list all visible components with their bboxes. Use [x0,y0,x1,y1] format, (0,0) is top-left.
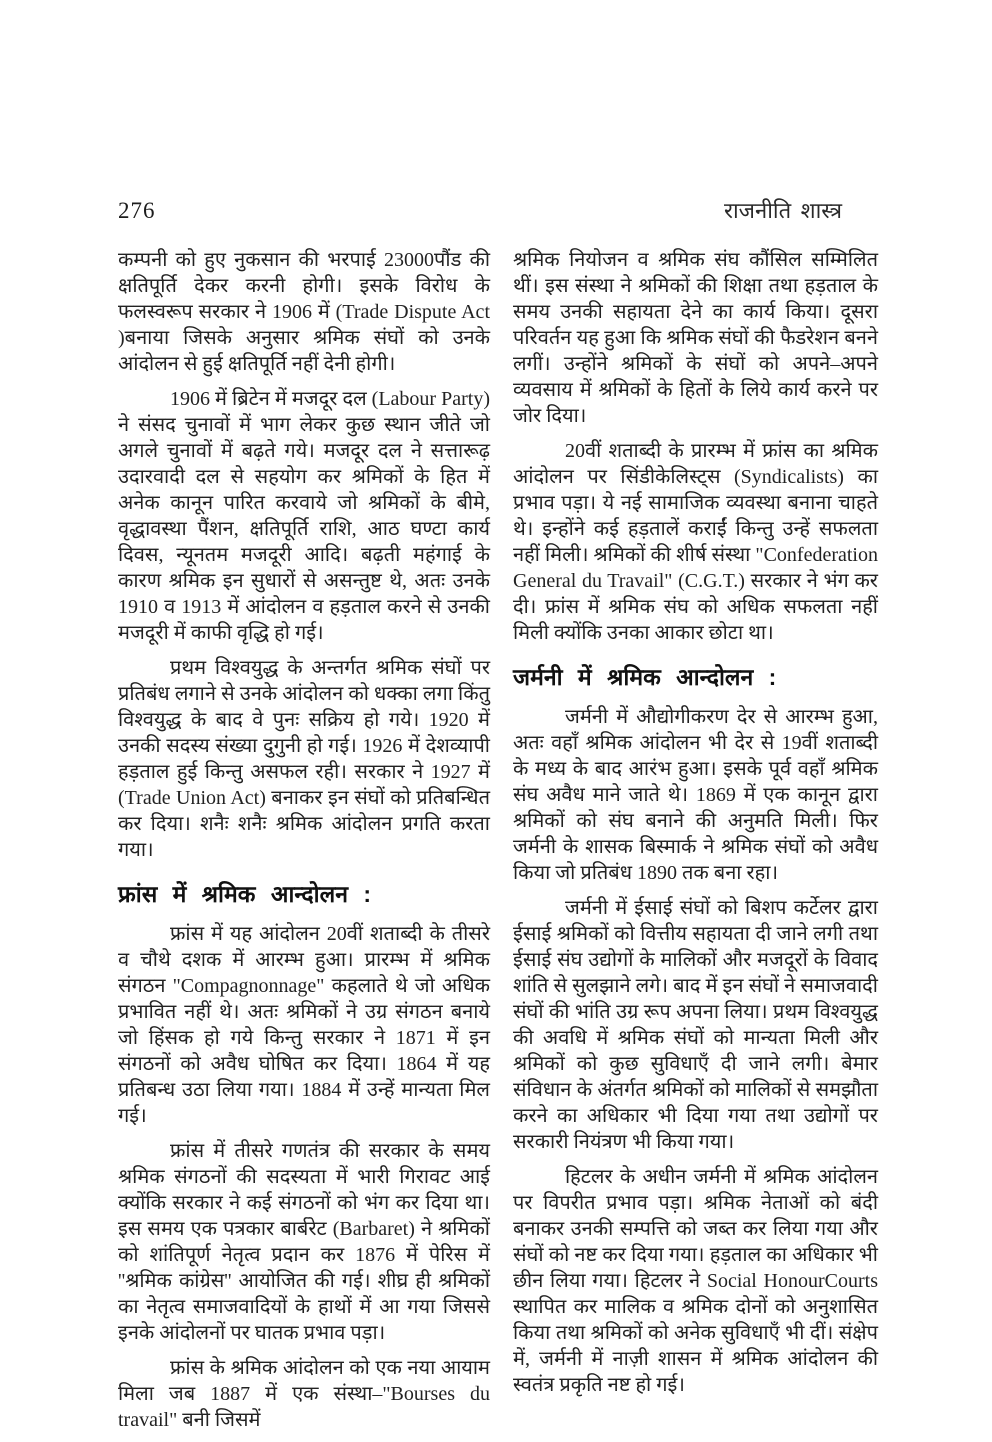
chapter-title: राजनीति शास्त्र [723,198,842,223]
paragraph-uk-trade-dispute-act: कम्पनी को हुए नुकसान की भरपाई 23000पौंड की क्षतिपूर्ति देकर करनी होगी। इसके विरोध के फलस्वरूप सरकार ने 1906 में (Trade Dispute Act )बनाया जिसके अनुसार श्रमिक संघों को उनके आंदोलन से हुई क्षतिपूर्ति नहीं देनी होगी। [118,249,490,375]
section-heading-germany: जर्मनी में श्रमिक आन्दोलन : [513,664,777,690]
paragraph-uk-wwi-trade-union-act: प्रथम विश्वयुद्ध के अन्तर्गत श्रमिक संघों पर प्रतिबंध लगाने से उनके आंदोलन को धक्का लगा किंतु विश्वयुद्ध के बाद वे पुनः सक्रिय हो गये। 1920 में उनकी सदस्य संख्या दुगुनी हो गई। 1926 में देशव्यापी हड़ताल हुई किन्तु असफल रही। सरकार ने 1927 में (Trade Union Act) बनाकर इन संघों को प्रतिबन्धित कर दिया। शनैः शनैः श्रमिक आंदोलन प्रगति करता गया। [118,657,490,861]
paragraph-germany-industrialisation: जर्मनी में औद्योगीकरण देर से आरम्भ हुआ, अतः वहाँ श्रमिक आंदोलन भी देर से 19वीं शताब्दी के मध्य के बाद आरंभ हुआ। इसके पूर्व वहाँ श्रमिक संघ अवैध माने जाते थे। 1869 में एक कानून द्वारा श्रमिकों को संघ बनाने की अनुमति मिली। फिर जर्मनी के शासक बिस्मार्क ने श्रमिक संघों को अवैध किया जो प्रतिबंध 1890 तक बना रहा। [513,706,878,884]
right-column [513,247,878,1442]
page-header [118,195,878,225]
two-column-text [118,247,878,1442]
paragraph-france-third-republic: फ्रांस में तीसरे गणतंत्र की सरकार के समय श्रमिक संगठनों की सदस्यता में भारी गिरावट आई क्योंकि सरकार ने कई संगठनों को भंग कर दिया था। इस समय एक पत्रकार बार्बरेट (Barbaret) ने श्रमिकों को शांतिपूर्ण नेतृत्व प्रदान कर 1876 में पेरिस में ''श्रमिक कांग्रेस'' आयोजित की गई। शीघ्र ही श्रमिकों का नेतृत्व समाजवादियों के हाथों में आ गया जिससे इनके आंदोलनों पर घातक प्रभाव पड़ा। [118,1140,490,1344]
section-heading-france: फ्रांस में श्रमिक आन्दोलन : [118,881,372,907]
paragraph-france-compagnonnage: फ्रांस में यह आंदोलन 20वीं शताब्दी के तीसरे व चौथे दशक में आरम्भ हुआ। प्रारम्भ में श्रमिक संगठन "Compagnonnage" कहलाते थे जो अधिक प्रभावित नहीं थे। अतः श्रमिकों ने उग्र संगठन बनाये जो हिंसक हो गये किन्तु सरकार ने 1871 में इन संगठनों को अवैध घोषित कर दिया। 1864 में यह प्रतिबन्ध उठा लिया गया। 1884 में उन्हें मान्यता मिल गई। [118,923,490,1127]
page-number: 276 [118,198,156,223]
paragraph-france-syndicalists: 20वीं शताब्दी के प्रारम्भ में फ्रांस का श्रमिक आंदोलन पर सिंडीकेलिस्ट्स (Syndicalists) का प्रभाव पड़ा। ये नई सामाजिक व्यवस्था बनाना चाहते थे। इन्होंने कई हड़तालें कराईं किन्तु उन्हें सफलता नहीं मिली। श्रमिकों की शीर्ष संस्था "Confederation General du Travail" (C.G.T.) सरकार ने भंग कर दी। फ्रांस में श्रमिक संघ को अधिक सफलता नहीं मिली क्योंकि उनका आकार छोटा था। [513,440,878,644]
paragraph-france-bourses-du-travail: फ्रांस के श्रमिक आंदोलन को एक नया आयाम मिला जब 1887 में एक संस्था–"Bourses du travail" बनी जिसमें [118,1357,490,1431]
left-column [118,247,490,1442]
paragraph-france-continuation: श्रमिक नियोजन व श्रमिक संघ कौंसिल सम्मिलित थीं। इस संस्था ने श्रमिकों की शिक्षा तथा हड़ताल के समय उनकी सहायता देने का कार्य किया। दूसरा परिवर्तन यह हुआ कि श्रमिक संघों की फैडरेशन बनने लगीं। उन्होंने श्रमिकों के संघों को अपने–अपने व्यवसाय में श्रमिकों के हितों के लिये कार्य करने पर जोर दिया। [513,249,878,427]
paragraph-germany-christian-unions: जर्मनी में ईसाई संघों को बिशप कर्टेलर द्वारा ईसाई श्रमिकों को वित्तीय सहायता दी जाने लगी तथा ईसाई संघ उद्योगों के मालिकों और मजदूरों के विवाद शांति से सुलझाने लगे। बाद में इन संघों ने समाजवादी संघों की भांति उग्र रूप अपना लिया। प्रथम विश्वयुद्ध की अवधि में श्रमिक संघों को मान्यता मिली और श्रमिकों को कुछ सुविधाएँ दी जाने लगी। बेमार संविधान के अंतर्गत श्रमिकों को मालिकों से समझौता करने का अधिकार भी दिया गया तथा उद्योगों पर सरकारी नियंत्रण भी किया गया। [513,897,878,1153]
paragraph-germany-hitler: हिटलर के अधीन जर्मनी में श्रमिक आंदोलन पर विपरीत प्रभाव पड़ा। श्रमिक नेताओं को बंदी बनाकर उनकी सम्पत्ति को जब्त कर लिया गया और संघों को नष्ट कर दिया गया। हड़ताल का अधिकार भी छीन लिया गया। हिटलर ने Social HonourCourts स्थापित कर मालिक व श्रमिक दोनों को अनुशासित किया तथा श्रमिकों को अनेक सुविधाएँ भी दीं। संक्षेप में, जर्मनी में नाज़ी शासन में श्रमिक आंदोलन की स्वतंत्र प्रकृति नष्ट हो गई। [513,1166,878,1396]
paragraph-uk-labour-party: 1906 में ब्रिटेन में मजदूर दल (Labour Party) ने संसद चुनावों में भाग लेकर कुछ स्थान जीते जो अगले चुनावों में बढ़ते गये। मजदूर दल ने सत्तारूढ़ उदारवादी दल से सहयोग कर श्रमिकों के हित में अनेक कानून पारित करवाये जो श्रमिकों के बीमे, वृद्धावस्था पैंशन, क्षतिपूर्ति राशि, आठ घण्टा कार्य दिवस, न्यूनतम मजदूरी आदि। बढ़ती महंगाई के कारण श्रमिक इन सुधारों से असन्तुष्ट थे, अतः उनके 1910 व 1913 में आंदोलन व हड़ताल करने से उनकी मजदूरी में काफी वृद्धि हो गई। [118,388,490,644]
